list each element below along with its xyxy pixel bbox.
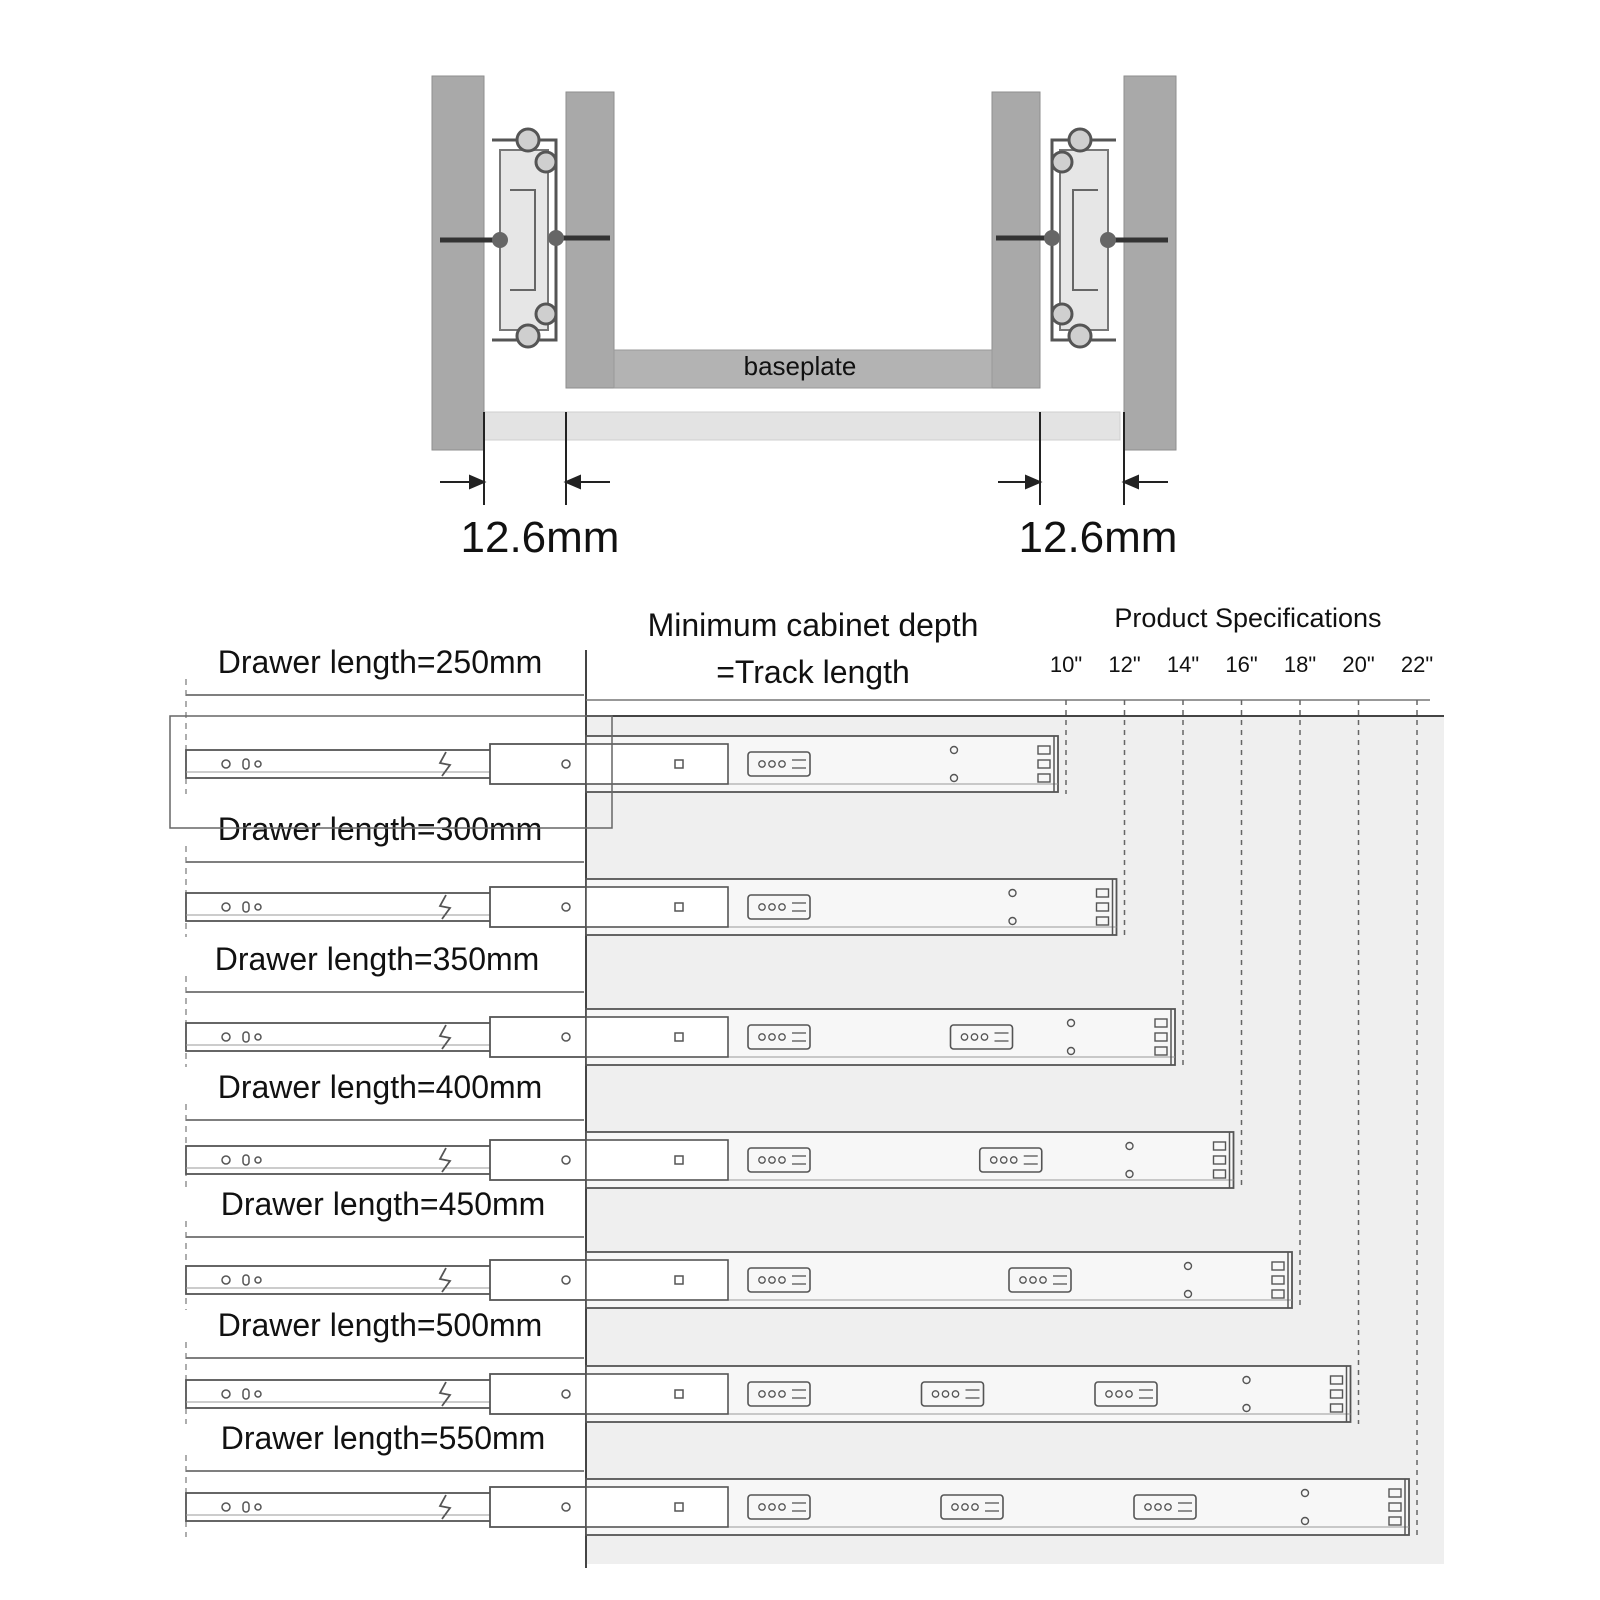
spec-size-label: 20" bbox=[1342, 652, 1375, 677]
spec-size-label: 16" bbox=[1225, 652, 1258, 677]
spec-title: Product Specifications bbox=[1114, 603, 1382, 633]
front-bracket bbox=[586, 1487, 728, 1527]
intermediate-member bbox=[490, 1140, 586, 1180]
drawer-length-label: Drawer length=450mm bbox=[220, 1186, 546, 1222]
right-gap-label: 12.6mm bbox=[1018, 513, 1178, 562]
intermediate-member bbox=[490, 1374, 586, 1414]
front-bracket bbox=[586, 1017, 728, 1057]
drawer-length-label: Drawer length=250mm bbox=[217, 644, 543, 680]
front-bracket bbox=[586, 744, 728, 784]
drawer-length-label: Drawer length=350mm bbox=[214, 941, 540, 977]
cabinet-floor bbox=[480, 412, 1120, 440]
drawer-length-label: Drawer length=550mm bbox=[220, 1420, 546, 1456]
front-bracket bbox=[586, 1374, 728, 1414]
depth-header-line1: Minimum cabinet depth bbox=[647, 607, 979, 643]
spec-size-label: 10" bbox=[1049, 652, 1083, 677]
drawer-length-label: Drawer length=500mm bbox=[217, 1307, 543, 1343]
left-cabinet-wall bbox=[432, 76, 484, 450]
front-bracket bbox=[586, 1260, 728, 1300]
drawer-length-label: Drawer length=400mm bbox=[217, 1069, 543, 1105]
intermediate-member bbox=[490, 1017, 586, 1057]
spec-size-label: 18" bbox=[1283, 652, 1317, 677]
left-gap-label: 12.6mm bbox=[460, 513, 620, 562]
depth-header-line2: =Track length bbox=[716, 654, 910, 690]
cross-section-diagram bbox=[432, 76, 1177, 562]
spec-size-label: 22" bbox=[1400, 652, 1434, 677]
baseplate-label: baseplate bbox=[743, 351, 857, 381]
front-bracket bbox=[586, 1140, 728, 1180]
spec-size-label: 12" bbox=[1108, 652, 1141, 677]
intermediate-member bbox=[490, 744, 586, 784]
front-bracket bbox=[586, 887, 728, 927]
drawer-length-label: Drawer length=300mm bbox=[217, 811, 543, 847]
intermediate-member bbox=[490, 1260, 586, 1300]
spec-size-label: 14" bbox=[1166, 652, 1200, 677]
length-spec-diagram bbox=[170, 603, 1444, 1568]
intermediate-member bbox=[490, 887, 586, 927]
right-cabinet-wall bbox=[1124, 76, 1176, 450]
intermediate-member bbox=[490, 1487, 586, 1527]
